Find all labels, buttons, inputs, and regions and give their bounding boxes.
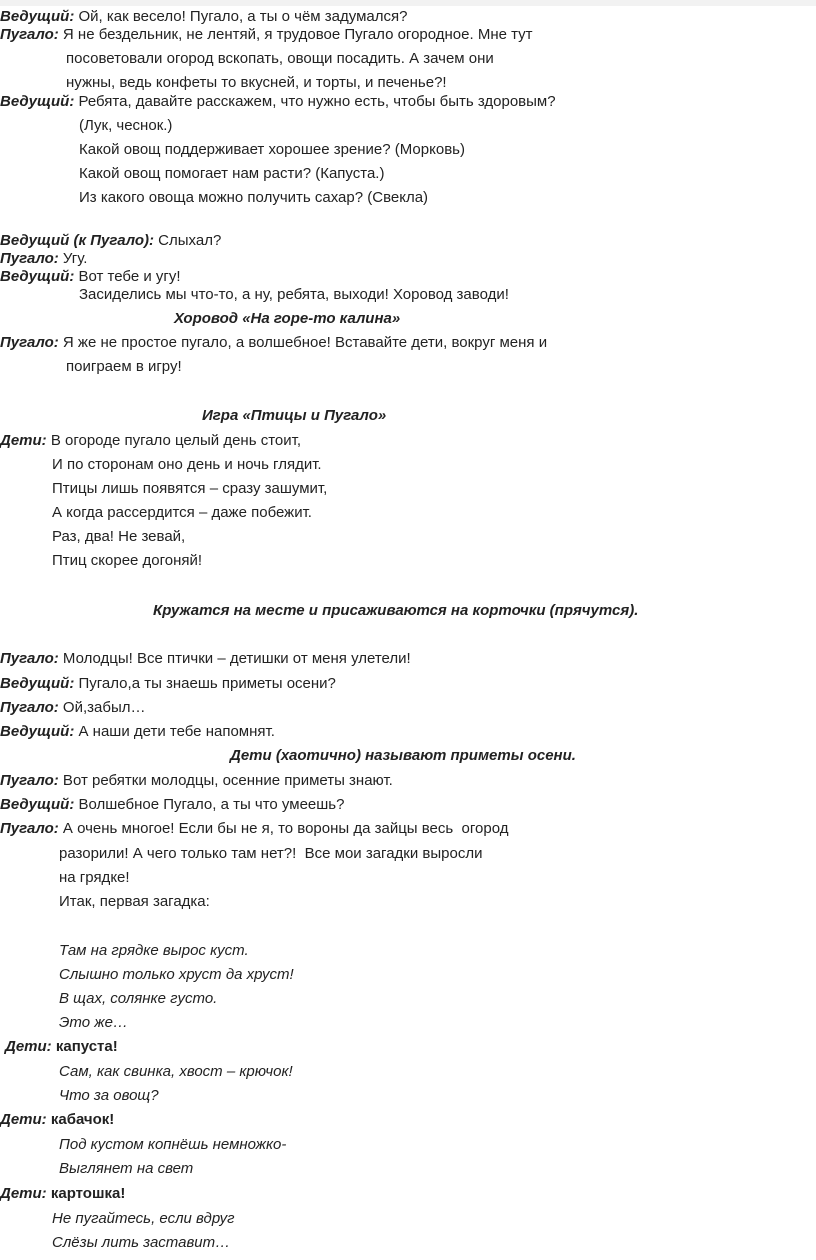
riddle-line: Там на грядке вырос куст. <box>59 942 249 959</box>
speaker: Ведущий: <box>0 796 75 813</box>
line-4 <box>66 74 447 92</box>
line-text: Итак, первая загадка: <box>59 893 210 910</box>
section-heading: Дети (хаотично) называют приметы осени. <box>230 747 576 764</box>
line-15 <box>0 334 547 352</box>
speaker: Пугало: <box>0 699 59 716</box>
riddle-line: Это же… <box>59 1014 128 1031</box>
line-text: Из какого овоща можно получить сахар? (Свекла) <box>79 189 429 206</box>
line-text: Волшебное Пугало, а ты что умеешь? <box>74 796 345 813</box>
line-20 <box>52 480 327 498</box>
line-text: Пугало,а ты знаешь приметы осени? <box>74 675 336 692</box>
speaker: Дети: <box>0 432 47 449</box>
line-3 <box>66 50 494 68</box>
line-text: Слыхал? <box>154 232 222 249</box>
line-text: Угу. <box>58 250 88 267</box>
line-8 <box>79 165 384 183</box>
answer-text: капуста! <box>51 1038 118 1055</box>
speaker: Ведущий: <box>0 8 75 25</box>
riddle-line: Слышно только хруст да хруст! <box>59 966 294 983</box>
line-30 <box>0 772 393 790</box>
speaker: Ведущий: <box>0 675 75 692</box>
line-text: В огороде пугало целый день стоит, <box>46 432 301 449</box>
line-text: разорили! А чего только там нет?! Все мои загадки выросли <box>59 845 483 862</box>
line-19 <box>52 456 322 474</box>
line-text: Вот тебе и угу! <box>74 268 181 285</box>
line-43 <box>0 1111 114 1129</box>
section-heading: Кружатся на месте и присаживаются на корточки (прячутся). <box>153 602 639 619</box>
line-text: Ой,забыл… <box>58 699 146 716</box>
line-text: Я не бездельник, не лентяй, я трудовое Пугало огородное. Мне тут <box>58 26 533 43</box>
line-27 <box>0 699 146 717</box>
line-40 <box>5 1038 118 1056</box>
line-text: поиграем в игру! <box>66 358 182 375</box>
line-32 <box>0 820 508 838</box>
line-text: А очень многое! Если бы не я, то вороны да зайцы весь огород <box>58 820 509 837</box>
speaker: Ведущий (к Пугало): <box>0 232 155 249</box>
line-10 <box>0 232 221 250</box>
line-text: Вот ребятки молодцы, осенние приметы знают. <box>58 772 393 789</box>
line-21 <box>52 504 312 522</box>
line-text: Засиделись мы что-то, а ну, ребята, выходи! Хоровод заводи! <box>79 286 509 303</box>
line-13 <box>79 286 509 304</box>
line-text: Раз, два! Не зевай, <box>52 528 186 545</box>
line-text: Я же не простое пугало, а волшебное! Вставайте дети, вокруг меня и <box>58 334 548 351</box>
riddle-line: Что за овощ? <box>59 1087 159 1104</box>
speaker: Ведущий: <box>0 268 75 285</box>
line-46 <box>0 1185 125 1203</box>
line-5 <box>0 93 556 111</box>
speaker: Ведущий: <box>0 723 75 740</box>
line-12 <box>0 268 181 286</box>
line-text: (Лук, чеснок.) <box>79 117 173 134</box>
line-22 <box>52 528 185 546</box>
line-26 <box>0 675 336 693</box>
line-text: А когда рассердится – даже побежит. <box>52 504 312 521</box>
line-31 <box>0 796 344 814</box>
speaker: Дети: <box>5 1038 52 1055</box>
section-heading: Игра «Птицы и Пугало» <box>202 407 387 424</box>
speaker: Пугало: <box>0 26 59 43</box>
line-text: Какой овощ поддерживает хорошее зрение? (Морковь) <box>79 141 465 158</box>
speaker: Пугало: <box>0 772 59 789</box>
line-23 <box>52 552 202 570</box>
speaker: Пугало: <box>0 250 59 267</box>
speaker: Дети: <box>0 1185 47 1202</box>
line-text: А наши дети тебе напомнят. <box>74 723 275 740</box>
line-16 <box>66 358 182 376</box>
line-text: посоветовали огород вскопать, овощи посадить. А зачем они <box>66 50 494 67</box>
line-text: Какой овощ помогает нам расти? (Капуста.) <box>79 165 385 182</box>
line-25 <box>0 650 411 668</box>
answer-text: кабачок! <box>46 1111 115 1128</box>
line-6 <box>79 117 172 135</box>
line-2 <box>0 26 533 44</box>
line-text: Молодцы! Все птички – детишки от меня улетели! <box>58 650 411 667</box>
line-text: И по сторонам оно день и ночь глядит. <box>52 456 322 473</box>
top-bar <box>0 0 816 6</box>
section-heading: Хоровод «На горе-то калина» <box>174 310 401 327</box>
riddle-line: Выглянет на свет <box>59 1160 194 1177</box>
line-text: нужны, ведь конфеты то вкусней, и торты, и печенье?! <box>66 74 447 91</box>
speaker: Ведущий: <box>0 93 75 110</box>
line-1 <box>0 8 407 26</box>
line-11 <box>0 250 87 268</box>
line-18 <box>0 432 301 450</box>
riddle-line: Сам, как свинка, хвост – крючок! <box>59 1063 293 1080</box>
line-33 <box>59 845 482 863</box>
answer-text: картошка! <box>46 1185 126 1202</box>
line-9 <box>79 189 428 207</box>
line-28 <box>0 723 275 741</box>
speaker: Дети: <box>0 1111 47 1128</box>
line-7 <box>79 141 465 159</box>
speaker: Пугало: <box>0 334 59 351</box>
line-text: Ой, как весело! Пугало, а ты о чём задумался? <box>74 8 408 25</box>
line-text: на грядке! <box>59 869 130 886</box>
line-35 <box>59 893 210 911</box>
line-34 <box>59 869 130 887</box>
speaker: Пугало: <box>0 820 59 837</box>
line-text: Птицы лишь появятся – сразу зашумит, <box>52 480 328 497</box>
line-text: Ребята, давайте расскажем, что нужно есть, чтобы быть здоровым? <box>74 93 556 110</box>
riddle-line: В щах, солянке густо. <box>59 990 218 1007</box>
line-text: Птиц скорее догоняй! <box>52 552 203 569</box>
riddle-line: Под кустом копнёшь немножко- <box>59 1136 287 1153</box>
riddle-line: Слёзы лить заставит… <box>52 1234 231 1251</box>
riddle-line: Не пугайтесь, если вдруг <box>52 1210 235 1227</box>
speaker: Пугало: <box>0 650 59 667</box>
